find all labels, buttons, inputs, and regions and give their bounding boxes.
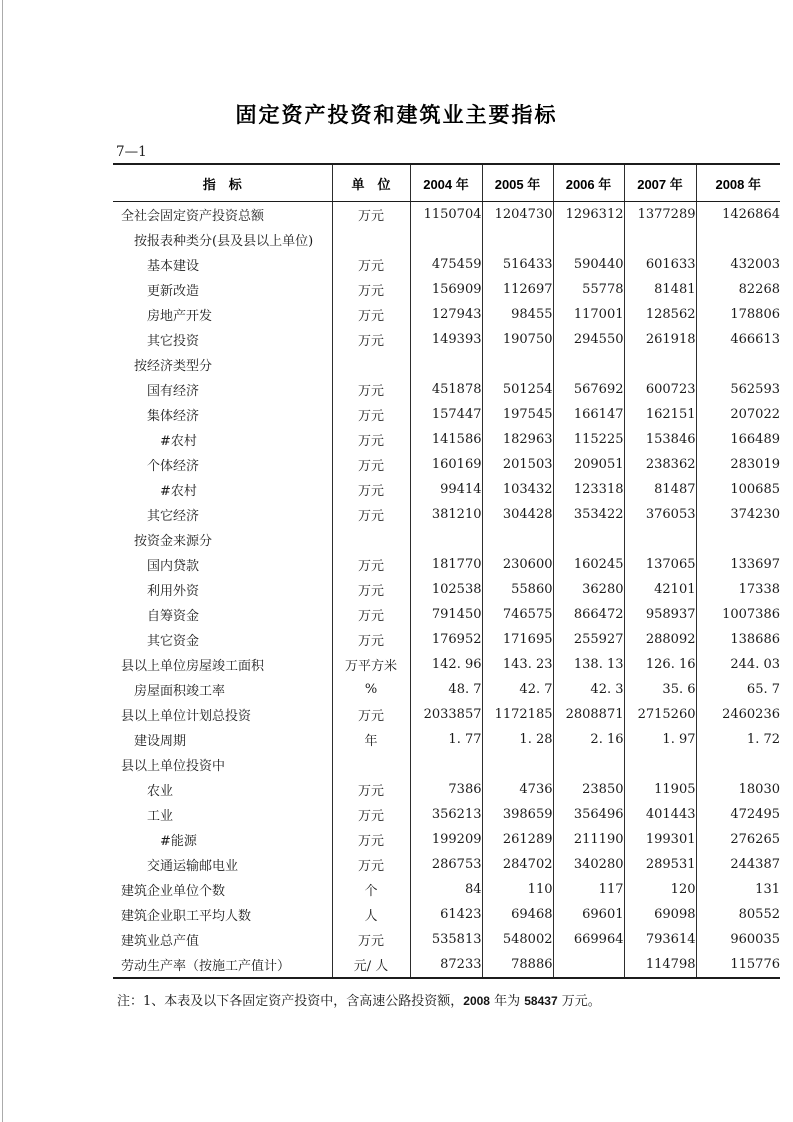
value-cell: 160245 [553,552,624,577]
indicator-cell: 交通运输邮电业 [113,852,332,877]
unit-cell: 万平方米 [332,652,410,677]
table-row [113,327,780,352]
value-cell: 112697 [482,277,553,302]
value-cell: 23850 [553,777,624,802]
unit-cell: 万元 [332,927,410,952]
value-cell: 791450 [410,602,482,627]
value-cell: 190750 [482,327,553,352]
unit-cell: 万元 [332,852,410,877]
table-row [113,827,780,852]
table-row [113,527,780,552]
value-cell: 149393 [410,327,482,352]
indicators-table [113,163,780,979]
value-cell [624,352,696,377]
value-cell [482,352,553,377]
value-cell: 958937 [624,602,696,627]
indicator-cell: 更新改造 [113,277,332,302]
table-number: 7—1 [116,144,147,160]
unit-cell [332,752,410,777]
value-cell: 36280 [553,577,624,602]
value-cell: 1150704 [410,202,482,228]
value-cell: 115225 [553,427,624,452]
value-cell: 103432 [482,477,553,502]
value-cell: 475459 [410,252,482,277]
page-title: 固定资产投资和建筑业主要指标 [235,104,558,127]
value-cell [482,227,553,252]
footnote-year: 2008 [463,994,490,1008]
value-cell: 98455 [482,302,553,327]
value-cell: 562593 [730,382,780,397]
value-cell [696,752,780,777]
column-header: 指 标 [113,164,332,202]
value-cell: 201503 [482,452,553,477]
indicator-cell: #能源 [113,827,332,852]
value-cell: 209051 [553,452,624,477]
table-row [113,852,780,877]
value-cell: 61423 [410,902,482,927]
indicator-cell: 县以上单位计划总投资 [113,702,332,727]
value-cell [410,527,482,552]
unit-cell: 年 [332,727,410,752]
value-cell: 793614 [624,927,696,952]
value-cell [553,752,624,777]
table-row [113,702,780,727]
value-cell [410,227,482,252]
indicator-cell: 劳动生产率（按施工产值计） [113,952,332,978]
indicator-cell: 建筑企业职工平均人数 [113,902,332,927]
table-row [113,402,780,427]
indicator-cell: 建筑企业单位个数 [113,877,332,902]
value-cell: 143. 23 [482,652,553,677]
column-header: 2004 年 [410,164,482,202]
value-cell: 1377289 [624,202,696,228]
unit-cell: % [332,677,410,702]
value-cell: 1007386 [722,607,780,622]
table-row [113,777,780,802]
value-cell: 288092 [624,627,696,652]
footnote-text: 注：1、本表及以下各固定资产投资中，含高速公路投资额， [117,994,464,1009]
value-cell: 110 [482,877,553,902]
table-row [113,802,780,827]
indicator-cell: 其它资金 [113,627,332,652]
value-cell: 283019 [730,457,780,472]
value-cell: 2808871 [553,702,624,727]
indicator-cell: 个体经济 [113,452,332,477]
value-cell [410,352,482,377]
value-cell: 1296312 [553,202,624,228]
value-cell: 601633 [624,252,696,277]
indicator-cell: 国有经济 [113,377,332,402]
value-cell: 137065 [624,552,696,577]
unit-cell: 个 [332,877,410,902]
unit-cell [332,352,410,377]
value-cell: 81481 [624,277,696,302]
value-cell: 548002 [482,927,553,952]
value-cell: 126. 16 [624,652,696,677]
value-cell: 80552 [738,907,780,922]
indicator-cell: 县以上单位房屋竣工面积 [113,652,332,677]
value-cell: 2. 16 [553,727,624,752]
indicator-cell: 建设周期 [113,727,332,752]
value-cell: 398659 [482,802,553,827]
value-cell: 117 [553,877,624,902]
indicator-cell: 集体经济 [113,402,332,427]
value-cell: 166489 [730,432,780,447]
value-cell: 866472 [553,602,624,627]
column-header: 2008 年 [696,164,780,202]
unit-cell: 人 [332,902,410,927]
table-row [113,902,780,927]
unit-cell: 万元 [332,302,410,327]
value-cell: 178806 [730,307,780,322]
table-row [113,952,780,978]
value-cell: 600723 [624,377,696,402]
value-cell: 156909 [410,277,482,302]
value-cell: 238362 [624,452,696,477]
value-cell: 1. 72 [746,732,780,747]
value-cell: 211190 [553,827,624,852]
value-cell: 160169 [410,452,482,477]
value-cell: 100685 [730,482,780,497]
value-cell: 286753 [410,852,482,877]
value-cell [482,752,553,777]
value-cell [410,752,482,777]
unit-cell: 万元 [332,452,410,477]
indicator-cell: 农业 [113,777,332,802]
value-cell: 78886 [482,952,553,978]
unit-cell: 万元 [332,427,410,452]
value-cell: 516433 [482,252,553,277]
value-cell: 141586 [410,427,482,452]
unit-cell: 万元 [332,702,410,727]
unit-cell: 万元 [332,827,410,852]
unit-cell: 万元 [332,502,410,527]
value-cell: 87233 [410,952,482,978]
table-row [113,477,780,502]
value-cell: 1204730 [482,202,553,228]
column-header: 2006 年 [553,164,624,202]
indicator-cell: 县以上单位投资中 [113,752,332,777]
unit-cell: 万元 [332,552,410,577]
value-cell: 1. 77 [410,727,482,752]
value-cell: 1426864 [722,207,780,222]
table-row [113,552,780,577]
value-cell: 381210 [410,502,482,527]
indicator-cell: 建筑业总产值 [113,927,332,952]
table-row [113,752,780,777]
value-cell: 2460236 [722,707,780,722]
unit-cell: 万元 [332,252,410,277]
value-cell: 567692 [553,377,624,402]
value-cell: 960035 [730,932,780,947]
table-row [113,577,780,602]
value-cell: 1. 28 [482,727,553,752]
indicator-cell: 基本建设 [113,252,332,277]
value-cell: 535813 [410,927,482,952]
value-cell [553,227,624,252]
table-body [113,202,780,979]
value-cell: 244387 [730,857,780,872]
column-header: 2007 年 [624,164,696,202]
value-cell: 171695 [482,627,553,652]
unit-cell: 万元 [332,277,410,302]
table-row [113,277,780,302]
value-cell: 127943 [410,302,482,327]
value-cell [696,352,780,377]
indicator-cell: 工业 [113,802,332,827]
value-cell: 69468 [482,902,553,927]
table-row [113,202,780,228]
value-cell: 120 [624,877,696,902]
value-cell: 48. 7 [410,677,482,702]
value-cell [553,527,624,552]
unit-cell: 万元 [332,202,410,228]
value-cell: 276265 [730,832,780,847]
value-cell: 42. 3 [553,677,624,702]
page-left-edge-line [2,0,3,1122]
indicator-cell: 全社会固定资产投资总额 [113,202,332,228]
value-cell: 81487 [624,477,696,502]
table-row [113,502,780,527]
indicator-cell: 其它经济 [113,502,332,527]
indicator-cell: 按报表种类分(县及县以上单位) [113,227,332,252]
value-cell: 4736 [482,777,553,802]
unit-cell: 万元 [332,802,410,827]
table-row [113,652,780,677]
indicator-cell: 自筹资金 [113,602,332,627]
value-cell: 244. 03 [730,657,780,672]
value-cell: 261918 [624,327,696,352]
value-cell: 1. 97 [624,727,696,752]
value-cell: 2033857 [410,702,482,727]
value-cell: 304428 [482,502,553,527]
indicator-cell: #农村 [113,477,332,502]
value-cell: 138686 [730,632,780,647]
column-header: 单 位 [332,164,410,202]
value-cell: 102538 [410,577,482,602]
value-cell: 162151 [624,402,696,427]
value-cell: 197545 [482,402,553,427]
value-cell: 133697 [730,557,780,572]
value-cell: 466613 [730,332,780,347]
table-row [113,427,780,452]
value-cell: 128562 [624,302,696,327]
unit-cell: 万元 [332,477,410,502]
table-row [113,252,780,277]
value-cell [482,527,553,552]
indicator-cell: 国内贷款 [113,552,332,577]
table-row [113,352,780,377]
value-cell: 340280 [553,852,624,877]
unit-cell: 元/ 人 [332,952,410,978]
unit-cell: 万元 [332,577,410,602]
table-row [113,877,780,902]
value-cell: 356496 [553,802,624,827]
value-cell: 374230 [730,507,780,522]
value-cell: 82268 [738,282,780,297]
footnote [117,990,793,1009]
value-cell: 590440 [553,252,624,277]
footnote-text: 万元。 [557,994,601,1009]
value-cell: 17338 [738,582,780,597]
indicator-cell: #农村 [113,427,332,452]
value-cell: 294550 [553,327,624,352]
value-cell: 84 [410,877,482,902]
footnote-text: 年为 [489,994,525,1009]
value-cell: 255927 [553,627,624,652]
value-cell [696,227,780,252]
value-cell: 69098 [624,902,696,927]
value-cell: 157447 [410,402,482,427]
value-cell: 99414 [410,477,482,502]
value-cell: 142. 96 [410,652,482,677]
indicator-cell: 按经济类型分 [113,352,332,377]
table-row [113,727,780,752]
value-cell: 114798 [624,952,696,978]
unit-cell [332,227,410,252]
indicator-cell: 房屋面积竣工率 [113,677,332,702]
value-cell: 284702 [482,852,553,877]
unit-cell: 万元 [332,327,410,352]
table-row [113,602,780,627]
value-cell: 451878 [410,377,482,402]
value-cell: 69601 [553,902,624,927]
value-cell: 432003 [730,257,780,272]
table-row [113,302,780,327]
value-cell: 166147 [553,402,624,427]
value-cell: 18030 [738,782,780,797]
indicator-cell: 按资金来源分 [113,527,332,552]
value-cell: 117001 [553,302,624,327]
value-cell: 472495 [730,807,780,822]
column-header: 2005 年 [482,164,553,202]
value-cell: 356213 [410,802,482,827]
value-cell [553,952,624,978]
value-cell [624,527,696,552]
value-cell: 138. 13 [553,652,624,677]
unit-cell [332,527,410,552]
value-cell: 35. 6 [624,677,696,702]
unit-cell: 万元 [332,377,410,402]
value-cell: 376053 [624,502,696,527]
value-cell [624,752,696,777]
value-cell: 353422 [553,502,624,527]
footnote-amount: 58437 [524,994,558,1008]
value-cell: 1172185 [482,702,553,727]
value-cell: 55778 [553,277,624,302]
table-row [113,927,780,952]
value-cell: 182963 [482,427,553,452]
value-cell [553,352,624,377]
unit-cell: 万元 [332,777,410,802]
value-cell: 153846 [624,427,696,452]
header-row [113,164,780,202]
indicator-cell: 其它投资 [113,327,332,352]
value-cell: 669964 [553,927,624,952]
value-cell: 42. 7 [482,677,553,702]
unit-cell: 万元 [332,602,410,627]
indicator-cell: 房地产开发 [113,302,332,327]
value-cell: 401443 [624,802,696,827]
value-cell: 181770 [410,552,482,577]
value-cell: 131 [755,882,780,897]
value-cell: 2715260 [624,702,696,727]
value-cell: 65. 7 [746,682,780,697]
table-row [113,627,780,652]
table-row [113,677,780,702]
value-cell: 115776 [730,957,780,972]
unit-cell: 万元 [332,402,410,427]
value-cell: 746575 [482,602,553,627]
value-cell: 199301 [624,827,696,852]
value-cell: 289531 [624,852,696,877]
unit-cell: 万元 [332,627,410,652]
value-cell: 230600 [482,552,553,577]
indicator-cell: 利用外资 [113,577,332,602]
value-cell: 261289 [482,827,553,852]
value-cell: 199209 [410,827,482,852]
value-cell: 207022 [730,407,780,422]
value-cell [696,527,780,552]
value-cell: 7386 [410,777,482,802]
value-cell: 501254 [482,377,553,402]
table-row [113,227,780,252]
value-cell: 123318 [553,477,624,502]
table-row [113,452,780,477]
value-cell: 42101 [624,577,696,602]
value-cell [624,227,696,252]
value-cell: 11905 [624,777,696,802]
table-row [113,377,780,402]
value-cell: 55860 [482,577,553,602]
value-cell: 176952 [410,627,482,652]
